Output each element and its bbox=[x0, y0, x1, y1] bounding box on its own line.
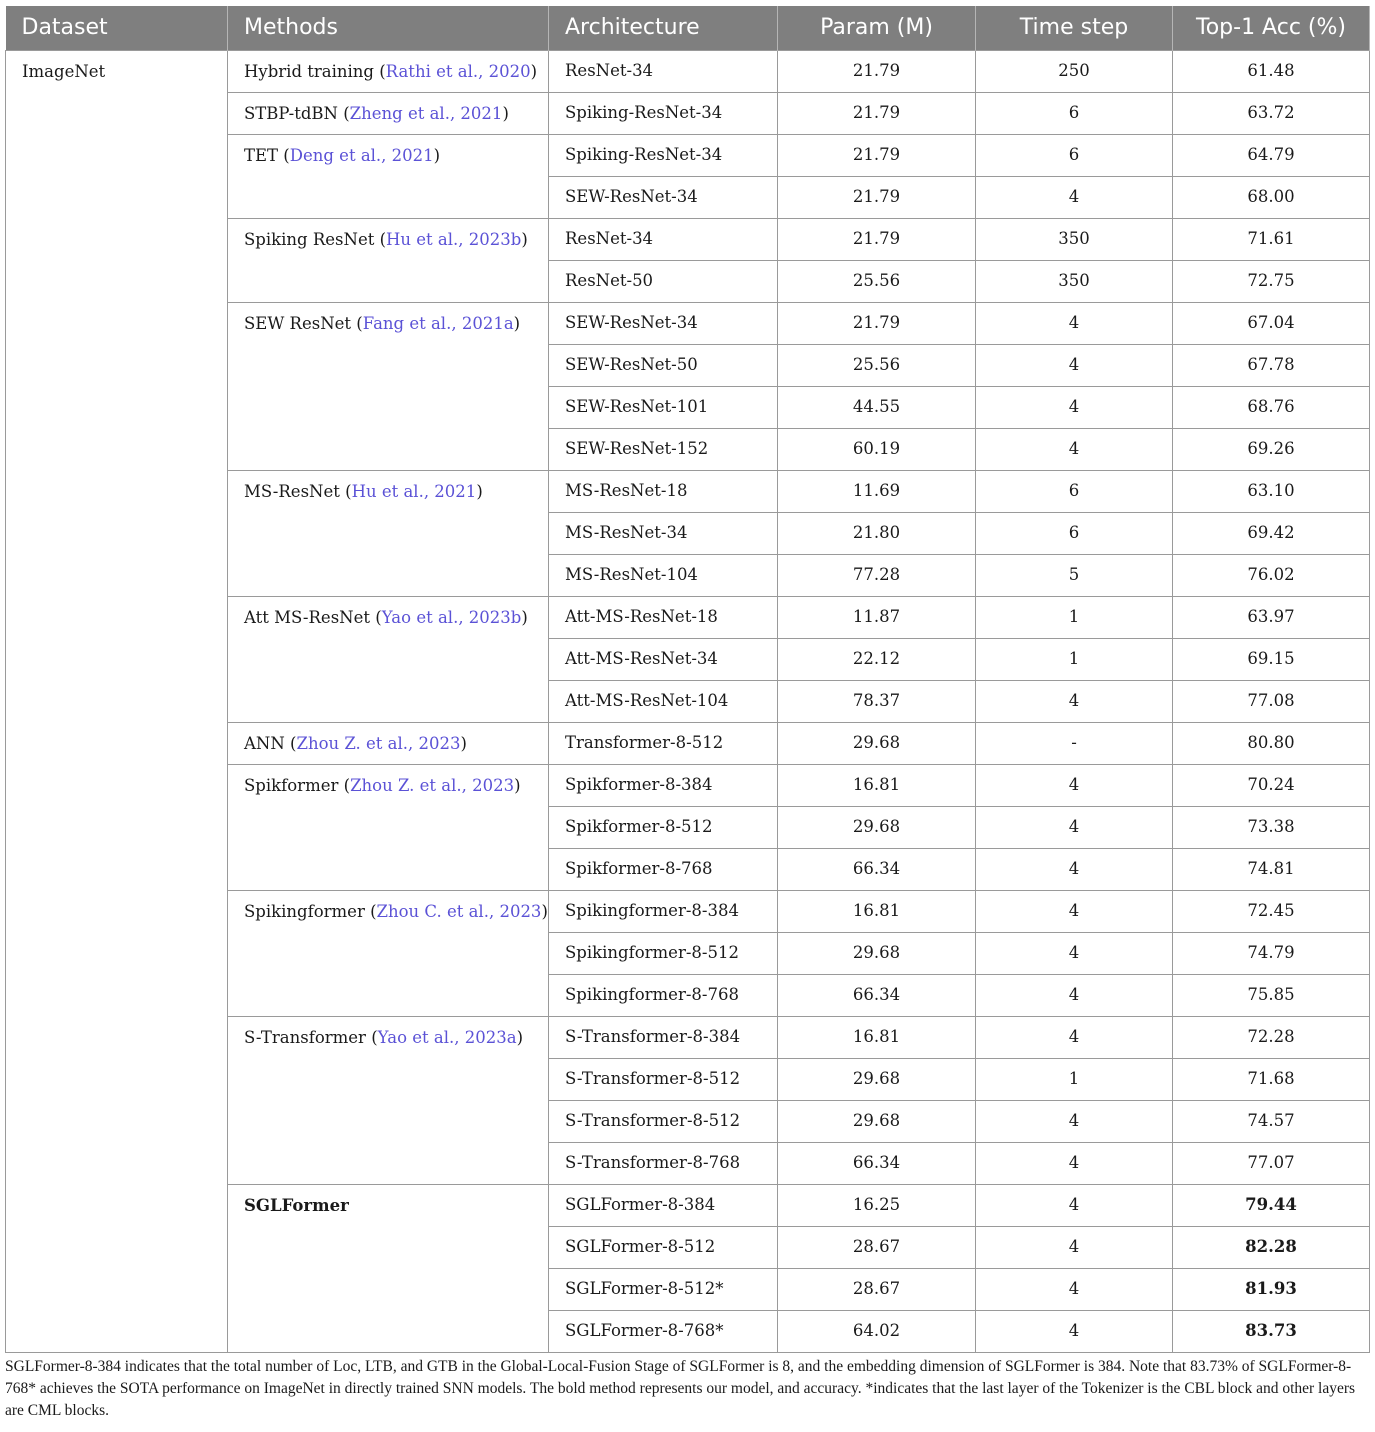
accuracy-cell: 70.24 bbox=[1173, 764, 1370, 806]
architecture-cell: Spikformer-8-768 bbox=[549, 848, 778, 890]
param-cell: 21.79 bbox=[778, 218, 976, 260]
param-cell: 21.79 bbox=[778, 302, 976, 344]
architecture-cell: Att-MS-ResNet-18 bbox=[549, 596, 778, 638]
architecture-cell: MS-ResNet-18 bbox=[549, 470, 778, 512]
method-name: ANN bbox=[244, 733, 285, 753]
time-step-cell: 6 bbox=[976, 134, 1173, 176]
param-cell: 78.37 bbox=[778, 680, 976, 722]
method-cell bbox=[228, 1184, 549, 1352]
time-step-cell: 6 bbox=[976, 512, 1173, 554]
method-name: STBP-tdBN bbox=[244, 103, 338, 123]
method-cell: MS-ResNet (Hu et al., 2021) bbox=[228, 470, 549, 596]
time-step-cell: 4 bbox=[976, 764, 1173, 806]
results-table bbox=[5, 6, 1370, 1353]
time-step-cell: 4 bbox=[976, 428, 1173, 470]
param-cell: 66.34 bbox=[778, 1142, 976, 1184]
method-cell: STBP-tdBN (Zheng et al., 2021) bbox=[228, 92, 549, 134]
param-cell: 21.79 bbox=[778, 134, 976, 176]
accuracy-cell: 74.57 bbox=[1173, 1100, 1370, 1142]
accuracy-cell: 71.61 bbox=[1173, 218, 1370, 260]
header-dataset: Dataset bbox=[6, 6, 228, 50]
time-step-cell: 4 bbox=[976, 386, 1173, 428]
architecture-cell: SGLFormer-8-384 bbox=[549, 1184, 778, 1226]
architecture-cell: S-Transformer-8-512 bbox=[549, 1058, 778, 1100]
method-cell: S-Transformer (Yao et al., 2023a) bbox=[228, 1016, 549, 1184]
time-step-cell: 4 bbox=[976, 680, 1173, 722]
method-cell: Att MS-ResNet (Yao et al., 2023b) bbox=[228, 596, 549, 722]
time-step-cell: 4 bbox=[976, 932, 1173, 974]
time-step-cell: 4 bbox=[976, 806, 1173, 848]
table-body bbox=[6, 50, 1370, 1352]
param-cell: 22.12 bbox=[778, 638, 976, 680]
table-row bbox=[6, 50, 1370, 92]
architecture-cell: Att-MS-ResNet-34 bbox=[549, 638, 778, 680]
method-name: S-Transformer bbox=[244, 1027, 366, 1047]
architecture-cell: MS-ResNet-104 bbox=[549, 554, 778, 596]
time-step-cell: 4 bbox=[976, 1268, 1173, 1310]
header-architecture: Architecture bbox=[549, 6, 778, 50]
param-cell: 29.68 bbox=[778, 806, 976, 848]
param-cell: 29.68 bbox=[778, 1100, 976, 1142]
time-step-cell: 4 bbox=[976, 1226, 1173, 1268]
param-cell: 21.79 bbox=[778, 50, 976, 92]
architecture-cell: MS-ResNet-34 bbox=[549, 512, 778, 554]
time-step-cell: 6 bbox=[976, 92, 1173, 134]
param-cell: 21.79 bbox=[778, 92, 976, 134]
param-cell: 66.34 bbox=[778, 848, 976, 890]
accuracy-cell: 69.42 bbox=[1173, 512, 1370, 554]
accuracy-cell: 61.48 bbox=[1173, 50, 1370, 92]
time-step-cell: 350 bbox=[976, 260, 1173, 302]
architecture-cell: ResNet-34 bbox=[549, 50, 778, 92]
accuracy-cell: 77.07 bbox=[1173, 1142, 1370, 1184]
method-name: MS-ResNet bbox=[244, 481, 340, 501]
time-step-cell: 4 bbox=[976, 1142, 1173, 1184]
accuracy-cell: 79.44 bbox=[1173, 1184, 1370, 1226]
architecture-cell: SEW-ResNet-101 bbox=[549, 386, 778, 428]
header-row bbox=[6, 6, 1370, 50]
accuracy-cell: 63.10 bbox=[1173, 470, 1370, 512]
method-name: Spikformer bbox=[244, 775, 339, 795]
accuracy-cell: 64.79 bbox=[1173, 134, 1370, 176]
citation-link[interactable]: Yao et al., 2023b bbox=[381, 607, 522, 627]
architecture-cell: S-Transformer-8-384 bbox=[549, 1016, 778, 1058]
accuracy-cell: 72.28 bbox=[1173, 1016, 1370, 1058]
citation-link[interactable]: Deng et al., 2021 bbox=[289, 145, 434, 165]
architecture-cell: SEW-ResNet-34 bbox=[549, 302, 778, 344]
param-cell: 77.28 bbox=[778, 554, 976, 596]
param-cell: 28.67 bbox=[778, 1268, 976, 1310]
param-cell: 25.56 bbox=[778, 260, 976, 302]
header-time-step: Time step bbox=[976, 6, 1173, 50]
accuracy-cell: 63.97 bbox=[1173, 596, 1370, 638]
architecture-cell: Transformer-8-512 bbox=[549, 722, 778, 764]
accuracy-cell: 80.80 bbox=[1173, 722, 1370, 764]
architecture-cell: Spikingformer-8-768 bbox=[549, 974, 778, 1016]
method-name: Spiking ResNet bbox=[244, 229, 375, 249]
architecture-cell: Spikingformer-8-512 bbox=[549, 932, 778, 974]
param-cell: 16.81 bbox=[778, 764, 976, 806]
accuracy-cell: 75.85 bbox=[1173, 974, 1370, 1016]
citation-link[interactable]: Hu et al., 2023b bbox=[386, 229, 522, 249]
method-name: SGLFormer bbox=[244, 1195, 349, 1215]
citation-link[interactable]: Fang et al., 2021a bbox=[362, 313, 514, 333]
citation-link[interactable]: Zheng et al., 2021 bbox=[349, 103, 503, 123]
param-cell: 16.81 bbox=[778, 890, 976, 932]
time-step-cell: 4 bbox=[976, 974, 1173, 1016]
param-cell: 29.68 bbox=[778, 722, 976, 764]
method-cell: Spikingformer (Zhou C. et al., 2023) bbox=[228, 890, 549, 1016]
method-name: Hybrid training bbox=[244, 61, 374, 81]
time-step-cell: 1 bbox=[976, 596, 1173, 638]
accuracy-cell: 67.04 bbox=[1173, 302, 1370, 344]
architecture-cell: SGLFormer-8-512 bbox=[549, 1226, 778, 1268]
param-cell: 29.68 bbox=[778, 932, 976, 974]
method-cell: Spikformer (Zhou Z. et al., 2023) bbox=[228, 764, 549, 890]
method-name: Att MS-ResNet bbox=[244, 607, 370, 627]
method-cell: Hybrid training (Rathi et al., 2020) bbox=[228, 50, 549, 92]
accuracy-cell: 82.28 bbox=[1173, 1226, 1370, 1268]
accuracy-cell: 81.93 bbox=[1173, 1268, 1370, 1310]
citation-link[interactable]: Hu et al., 2021 bbox=[351, 481, 477, 501]
param-cell: 21.80 bbox=[778, 512, 976, 554]
accuracy-cell: 74.81 bbox=[1173, 848, 1370, 890]
architecture-cell: Att-MS-ResNet-104 bbox=[549, 680, 778, 722]
time-step-cell: 1 bbox=[976, 638, 1173, 680]
param-cell: 16.81 bbox=[778, 1016, 976, 1058]
time-step-cell: 4 bbox=[976, 1310, 1173, 1352]
time-step-cell: 4 bbox=[976, 176, 1173, 218]
accuracy-cell: 76.02 bbox=[1173, 554, 1370, 596]
method-name: Spikingformer bbox=[244, 901, 365, 921]
param-cell: 11.69 bbox=[778, 470, 976, 512]
time-step-cell: 4 bbox=[976, 344, 1173, 386]
method-cell: ANN (Zhou Z. et al., 2023) bbox=[228, 722, 549, 764]
architecture-cell: ResNet-50 bbox=[549, 260, 778, 302]
param-cell: 28.67 bbox=[778, 1226, 976, 1268]
accuracy-cell: 69.15 bbox=[1173, 638, 1370, 680]
citation-link[interactable]: Zhou C. et al., 2023 bbox=[376, 901, 542, 921]
architecture-cell: SEW-ResNet-152 bbox=[549, 428, 778, 470]
header-methods: Methods bbox=[228, 6, 549, 50]
header-top1-acc: Top-1 Acc (%) bbox=[1173, 6, 1370, 50]
param-cell: 21.79 bbox=[778, 176, 976, 218]
accuracy-cell: 74.79 bbox=[1173, 932, 1370, 974]
architecture-cell: SEW-ResNet-50 bbox=[549, 344, 778, 386]
header-param: Param (M) bbox=[778, 6, 976, 50]
time-step-cell: 350 bbox=[976, 218, 1173, 260]
method-cell: SEW ResNet (Fang et al., 2021a) bbox=[228, 302, 549, 470]
time-step-cell: 4 bbox=[976, 1184, 1173, 1226]
time-step-cell: 1 bbox=[976, 1058, 1173, 1100]
accuracy-cell: 67.78 bbox=[1173, 344, 1370, 386]
architecture-cell: Spikingformer-8-384 bbox=[549, 890, 778, 932]
method-name: TET bbox=[244, 145, 279, 165]
param-cell: 64.02 bbox=[778, 1310, 976, 1352]
time-step-cell: - bbox=[976, 722, 1173, 764]
citation-link[interactable]: Yao et al., 2023a bbox=[377, 1027, 517, 1047]
citation-link[interactable]: Rathi et al., 2020 bbox=[385, 61, 531, 81]
architecture-cell: SGLFormer-8-512* bbox=[549, 1268, 778, 1310]
method-cell: TET (Deng et al., 2021) bbox=[228, 134, 549, 218]
architecture-cell: SEW-ResNet-34 bbox=[549, 176, 778, 218]
accuracy-cell: 69.26 bbox=[1173, 428, 1370, 470]
time-step-cell: 4 bbox=[976, 1100, 1173, 1142]
accuracy-cell: 68.00 bbox=[1173, 176, 1370, 218]
citation-link[interactable]: Zhou Z. et al., 2023 bbox=[296, 733, 461, 753]
accuracy-cell: 68.76 bbox=[1173, 386, 1370, 428]
param-cell: 11.87 bbox=[778, 596, 976, 638]
time-step-cell: 5 bbox=[976, 554, 1173, 596]
method-cell: Spiking ResNet (Hu et al., 2023b) bbox=[228, 218, 549, 302]
architecture-cell: SGLFormer-8-768* bbox=[549, 1310, 778, 1352]
architecture-cell: Spiking-ResNet-34 bbox=[549, 134, 778, 176]
citation-link[interactable]: Zhou Z. et al., 2023 bbox=[350, 775, 515, 795]
time-step-cell: 4 bbox=[976, 302, 1173, 344]
architecture-cell: S-Transformer-8-768 bbox=[549, 1142, 778, 1184]
time-step-cell: 6 bbox=[976, 470, 1173, 512]
param-cell: 66.34 bbox=[778, 974, 976, 1016]
architecture-cell: S-Transformer-8-512 bbox=[549, 1100, 778, 1142]
accuracy-cell: 63.72 bbox=[1173, 92, 1370, 134]
accuracy-cell: 83.73 bbox=[1173, 1310, 1370, 1352]
table-footnote: SGLFormer-8-384 indicates that the total number of Loc, LTB, and GTB in the Global-Local-Fusion Stage of SGLFormer is 8, and the embedding dimension of SGLFormer is 384. Note that 83.73% of SGLFormer-8-768* achieves the SOTA performance on ImageNet in directly trained SNN models. The bold method represents our model, and accuracy. *indicates that the last layer of the Tokenizer is the CBL block and other layers are CML blocks. bbox=[5, 1358, 1356, 1419]
accuracy-cell: 72.45 bbox=[1173, 890, 1370, 932]
time-step-cell: 4 bbox=[976, 1016, 1173, 1058]
accuracy-cell: 77.08 bbox=[1173, 680, 1370, 722]
time-step-cell: 250 bbox=[976, 50, 1173, 92]
architecture-cell: Spikformer-8-384 bbox=[549, 764, 778, 806]
param-cell: 16.25 bbox=[778, 1184, 976, 1226]
accuracy-cell: 73.38 bbox=[1173, 806, 1370, 848]
param-cell: 25.56 bbox=[778, 344, 976, 386]
method-name: SEW ResNet bbox=[244, 313, 352, 333]
accuracy-cell: 72.75 bbox=[1173, 260, 1370, 302]
time-step-cell: 4 bbox=[976, 848, 1173, 890]
time-step-cell: 4 bbox=[976, 890, 1173, 932]
architecture-cell: Spikformer-8-512 bbox=[549, 806, 778, 848]
architecture-cell: Spiking-ResNet-34 bbox=[549, 92, 778, 134]
param-cell: 29.68 bbox=[778, 1058, 976, 1100]
param-cell: 44.55 bbox=[778, 386, 976, 428]
param-cell: 60.19 bbox=[778, 428, 976, 470]
architecture-cell: ResNet-34 bbox=[549, 218, 778, 260]
dataset-cell: ImageNet bbox=[6, 50, 228, 1352]
accuracy-cell: 71.68 bbox=[1173, 1058, 1370, 1100]
